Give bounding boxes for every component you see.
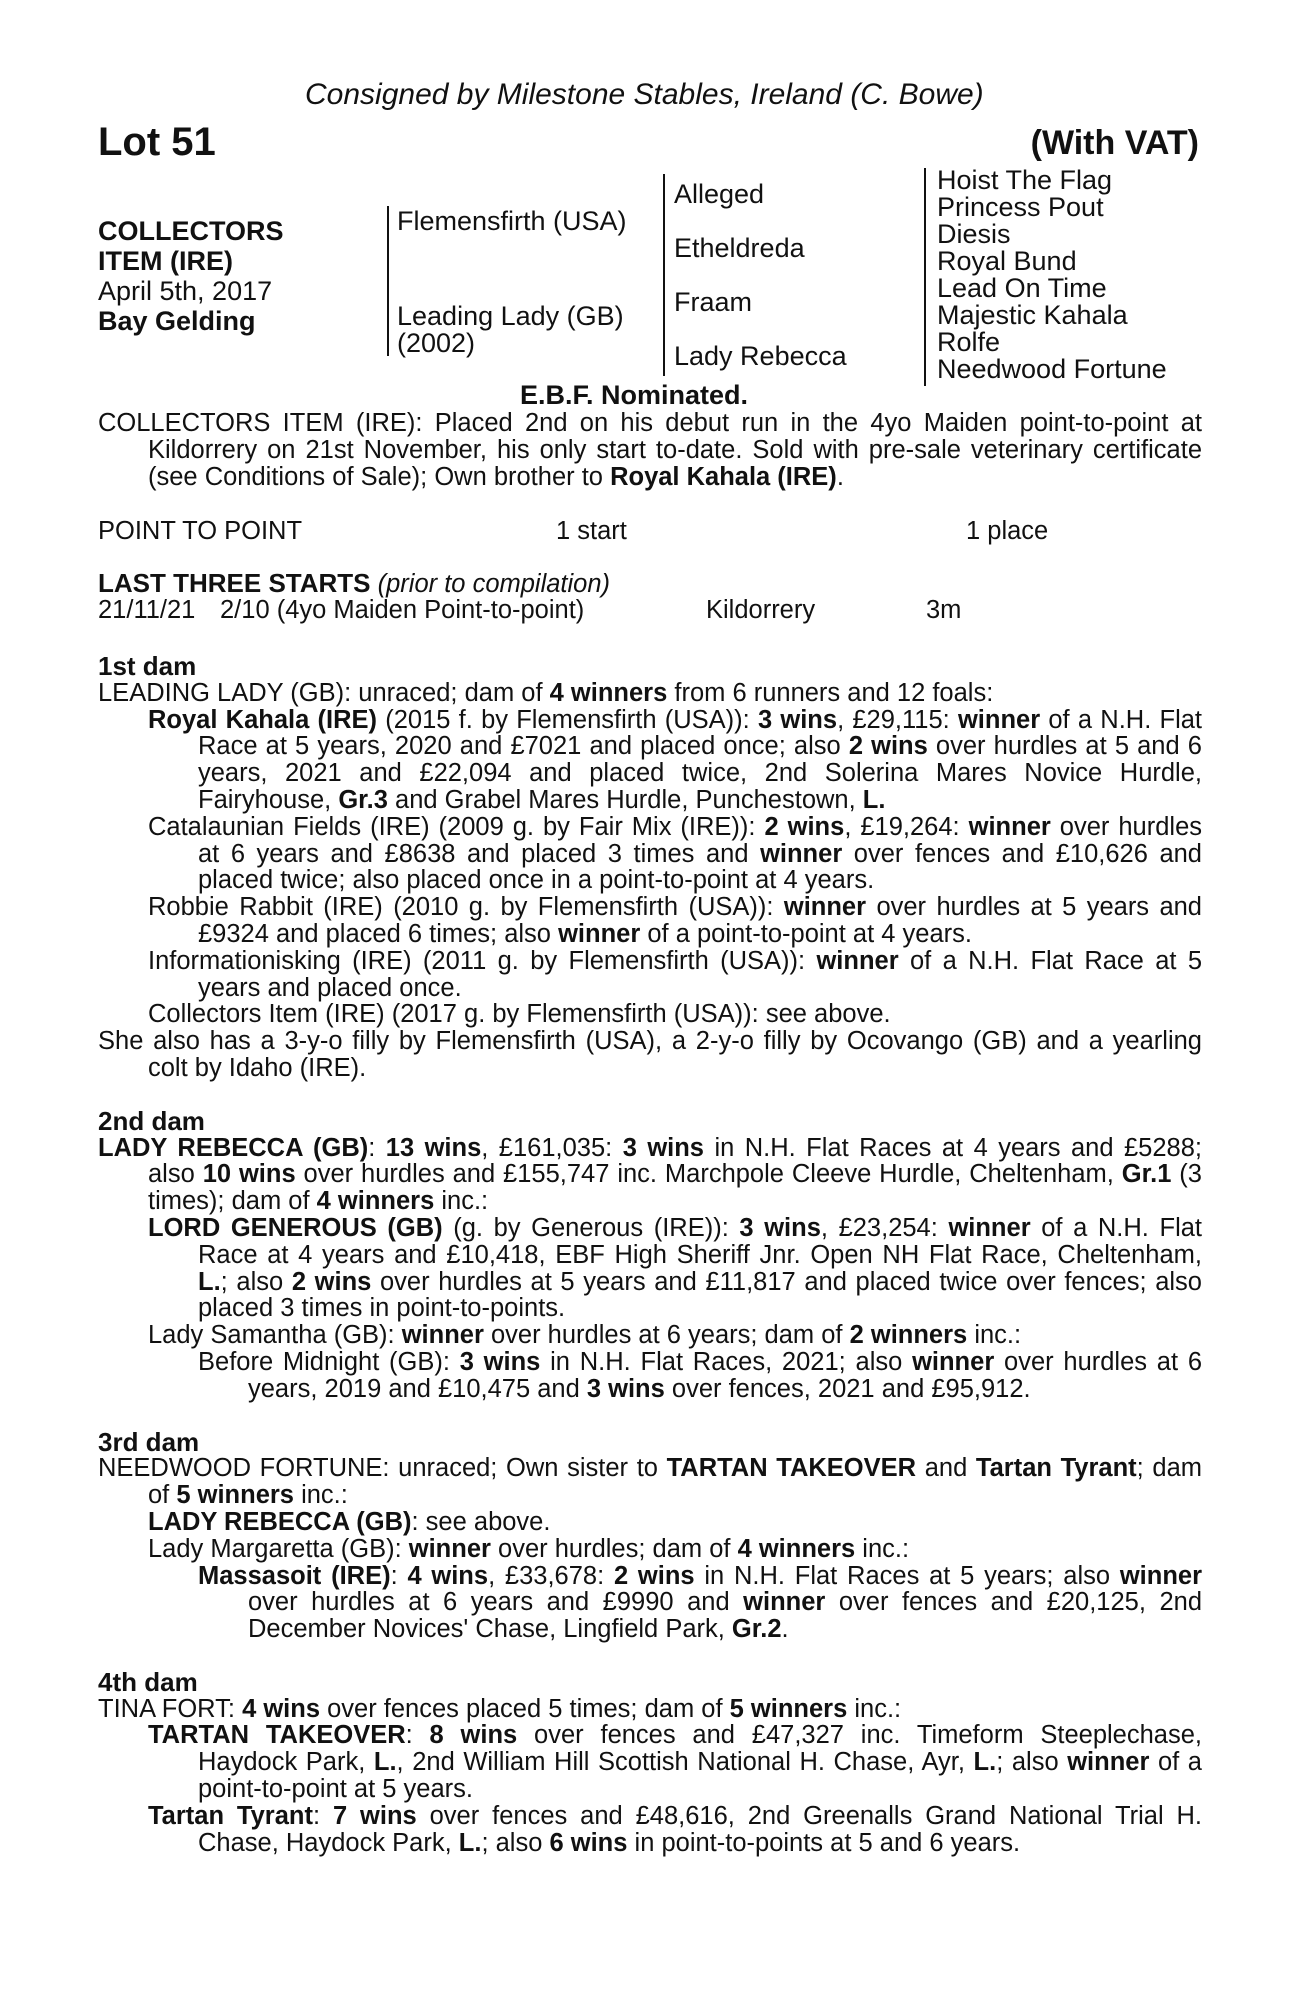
pedigree-gen3-6: Majestic Kahala (937, 300, 1128, 330)
dam-paragraph: Royal Kahala (IRE) (2015 f. by Flemensfirth (USA)): 3 wins, £29,115: winner of a N.H. Flat Race at 5 years, 2020 and £7021 and placed once; also 2 wins over hurdles at 5 and 6 years, 2021 and £22,094 and placed twice, 2nd Solerina Mares Novice Hurdle, Fairyhouse, Gr.3 and Grabel Mares Hurdle, Punchestown, L. (148, 705, 1203, 814)
pedigree-dam: Leading Lady (GB) (397, 301, 624, 331)
dam-paragraph: Informationisking (IRE) (2011 g. by Flemensfirth (USA)): winner of a N.H. Flat Race at 5 years and placed once. (148, 946, 1202, 1002)
consignor-line: Consigned by Milestone Stables, Ireland (C. Bowe) (305, 78, 984, 111)
dam-section (98, 1403, 1202, 1643)
foaling-date: April 5th, 2017 (98, 276, 273, 306)
dam-paragraph: Before Midnight (GB): 3 wins in N.H. Flat Races, 2021; also winner over hurdles at 6 years, 2019 and £10,475 and 3 wins over fences, 2021 and £95,912. (198, 1347, 1203, 1403)
pedigree-gen3-3: Diesis (937, 219, 1011, 249)
horse-name-line1: COLLECTORS (98, 216, 284, 246)
pedigree-sire: Flemensfirth (USA) (397, 206, 627, 236)
record-places: 1 place (966, 517, 1049, 545)
record-row (98, 518, 1202, 545)
last-starts (98, 570, 1202, 624)
dam-paragraph: Tartan Tyrant: 7 wins over fences and £48,616, 2nd Greenalls Grand National Trial H. Chase, Haydock Park, L.; also 6 wins in point-to-points at 5 and 6 years. (148, 1801, 1202, 1857)
pedigree-gen3-7: Rolfe (937, 327, 1001, 357)
record-starts: 1 start (556, 517, 627, 545)
dam-paragraph: NEEDWOOD FORTUNE: unraced; Own sister to TARTAN TAKEOVER and Tartan Tyrant; dam of 5 winners inc.: (98, 1454, 1202, 1510)
horse-identity (98, 216, 284, 336)
pedigree-sire-dam: Etheldreda (674, 233, 805, 263)
pedigree-gen3-8: Needwood Fortune (937, 354, 1167, 384)
pedigree-gen3-4: Royal Bund (937, 246, 1077, 276)
dam-heading: 2nd dam (98, 1105, 205, 1136)
start-date: 21/11/21 (98, 596, 196, 624)
dam-paragraph: LEADING LADY (GB): unraced; dam of 4 winners from 6 runners and 12 foals: (98, 678, 994, 707)
horse-description: Bay Gelding (98, 306, 256, 336)
pedigree-dam-sire: Fraam (674, 287, 753, 317)
record-label: POINT TO POINT (98, 517, 303, 545)
pedigree-sire-sire: Alleged (674, 179, 765, 209)
summary-paragraph: COLLECTORS ITEM (IRE): Placed 2nd on his debut run in the 4yo Maiden point-to-point at Kildorrery on 21st November, his only start to-date. Sold with pre-sale veterinary certificate (see Conditions of Sale); Own brother to Royal Kahala (IRE). (98, 409, 1202, 491)
dam-paragraph: TINA FORT: 4 wins over fences placed 5 times; dam of 5 winners inc.: (98, 1694, 902, 1723)
dam-paragraph: Massasoit (IRE): 4 wins, £33,678: 2 wins in N.H. Flat Races at 5 years; also winner over hurdles at 6 years and £9990 and winner over fences and £20,125, 2nd December Novices' Chase, Lingfield Park, Gr.2. (198, 1561, 1203, 1644)
pedigree-divider-1 (387, 206, 389, 356)
horse-name-line2: ITEM (IRE) (98, 246, 233, 276)
dam-paragraph: Collectors Item (IRE) (2017 g. by Flemensfirth (USA)): see above. (148, 1000, 891, 1029)
pedigree-gen3-2: Princess Pout (937, 192, 1104, 222)
pedigree-divider-2 (663, 174, 665, 376)
dam-heading: 3rd dam (98, 1426, 200, 1457)
pedigree-dam-dam: Lady Rebecca (674, 341, 847, 371)
vat-note: (With VAT) (1030, 124, 1199, 162)
dam-paragraph: LADY REBECCA (GB): 13 wins, £161,035: 3 wins in N.H. Flat Races at 4 years and £5288; also 10 wins over hurdles and £155,747 inc. Marchpole Cleeve Hurdle, Cheltenham, Gr.1 (3 times); dam of 4 winners inc.: (98, 1133, 1202, 1216)
pedigree-gen3-1: Hoist The Flag (937, 165, 1113, 195)
last-starts-note: (prior to compilation) (377, 570, 611, 598)
dam-paragraph: Lady Margaretta (GB): winner over hurdles; dam of 4 winners inc.: (148, 1534, 910, 1563)
dam-section (98, 1643, 1202, 1857)
last-starts-title: LAST THREE STARTS (98, 568, 371, 598)
pedigree-dam-year: (2002) (397, 328, 476, 358)
dam-paragraph: LORD GENEROUS (GB) (g. by Generous (IRE)): 3 wins, £23,254: winner of a N.H. Flat Race at 4 years and £10,418, EBF High Sheriff Jnr. Open NH Flat Race, Cheltenham, L.; also 2 wins over hurdles at 5 years and £11,817 and placed twice over fences; also placed 3 times in point-to-points. (148, 1213, 1203, 1323)
summary-block (98, 410, 1202, 490)
last-starts-heading (98, 570, 1202, 597)
pedigree-divider-3 (924, 168, 926, 386)
dam-heading: 1st dam (98, 651, 197, 681)
last-start-entry (98, 597, 1202, 624)
dam-paragraph: Lady Samantha (GB): winner over hurdles at 6 years; dam of 2 winners inc.: (148, 1321, 1022, 1350)
family-sections (98, 653, 1202, 1856)
start-race: 2/10 (4yo Maiden Point-to-point) (220, 596, 585, 624)
dam-paragraph: TARTAN TAKEOVER: 8 wins over fences and £47,327 inc. Timeform Steeplechase, Haydock Park, L., 2nd William Hill Scottish National H. Chase, Ayr, L.; also winner of a point-to-point at 5 years. (148, 1721, 1202, 1804)
dam-paragraph: LADY REBECCA (GB): see above. (148, 1507, 551, 1536)
pedigree-gen3-5: Lead On Time (937, 273, 1107, 303)
dam-heading: 4th dam (98, 1666, 198, 1697)
lot-number: Lot 51 (98, 120, 216, 164)
start-distance: 3m (926, 596, 962, 624)
dam-section (98, 653, 1202, 1082)
ebf-nominated: E.B.F. Nominated. (520, 380, 749, 410)
dam-section (98, 1082, 1202, 1403)
dam-paragraph: Robbie Rabbit (IRE) (2010 g. by Flemensfirth (USA)): winner over hurdles at 5 years and £9324 and placed 6 times; also winner of a point-to-point at 4 years. (148, 893, 1202, 948)
dam-paragraph: She also has a 3-y-o filly by Flemensfirth (USA), a 2-y-o filly by Ocovango (GB) and a yearling colt by Idaho (IRE). (98, 1027, 1202, 1082)
racing-record (98, 518, 1202, 545)
start-course: Kildorrery (706, 596, 816, 624)
dam-paragraph: Catalaunian Fields (IRE) (2009 g. by Fair Mix (IRE)): 2 wins, £19,264: winner over hurdles at 6 years and £8638 and placed 3 times and winner over fences and £10,626 and placed twice; also placed once in a point-to-point at 4 years. (148, 812, 1203, 895)
